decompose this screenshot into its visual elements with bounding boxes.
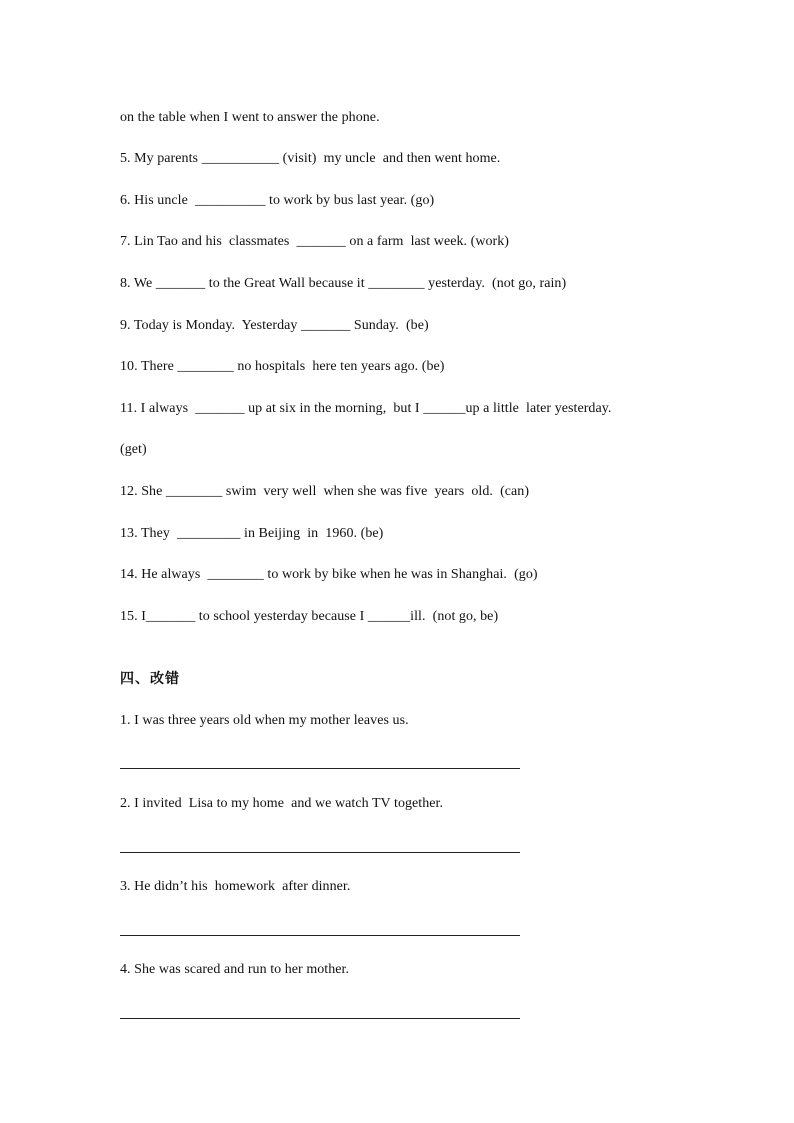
exercise-line-11-cont: (get) [120,442,147,457]
answer-line-4[interactable] [120,1018,520,1019]
answer-line-3[interactable] [120,935,520,936]
section-title: 四、改错 [120,671,180,687]
answer-line-1[interactable] [120,768,520,769]
correction-item-3: 3. He didn’t his homework after dinner. [120,879,351,894]
exercise-line-13: 13. They _________ in Beijing in 1960. (be) [120,526,384,541]
exercise-line-5: 5. My parents ___________ (visit) my uncle and then went home. [120,151,501,166]
exercise-line-11: 11. I always _______ up at six in the morning, but I ______up a little later yesterday. [120,401,612,416]
exercise-line-6: 6. His uncle __________ to work by bus last year. (go) [120,193,435,208]
answer-line-2[interactable] [120,852,520,853]
correction-item-2: 2. I invited Lisa to my home and we watch TV together. [120,796,444,811]
exercise-line-8: 8. We _______ to the Great Wall because it ________ yesterday. (not go, rain) [120,276,567,291]
exercise-line-14: 14. He always ________ to work by bike when he was in Shanghai. (go) [120,567,538,582]
exercise-line-continuation: on the table when I went to answer the phone. [120,110,380,125]
correction-item-1: 1. I was three years old when my mother leaves us. [120,713,409,728]
exercise-line-12: 12. She ________ swim very well when she was five years old. (can) [120,484,530,499]
correction-item-4: 4. She was scared and run to her mother. [120,962,350,977]
exercise-line-9: 9. Today is Monday. Yesterday _______ Sunday. (be) [120,318,429,333]
exercise-line-10: 10. There ________ no hospitals here ten years ago. (be) [120,359,445,374]
exercise-line-15: 15. I_______ to school yesterday because I ______ill. (not go, be) [120,609,499,624]
exercise-line-7: 7. Lin Tao and his classmates _______ on a farm last week. (work) [120,234,510,249]
